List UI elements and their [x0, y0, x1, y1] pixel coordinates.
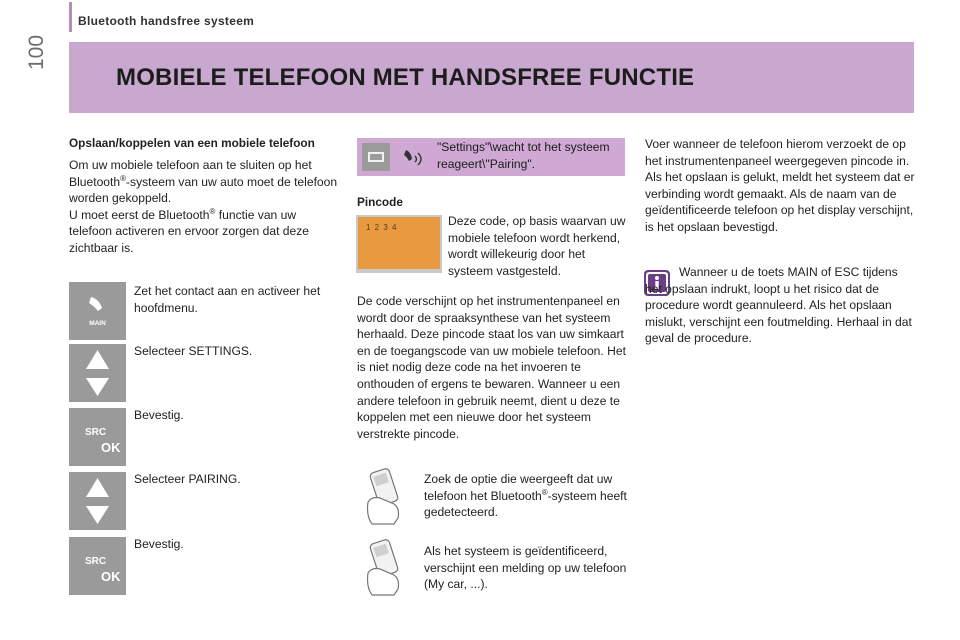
- enter-pincode-text: Voer wanneer de telefoon hierom verzoekt de op het instrumentenpaneel weergegeven pincode in. Als het opslaan is gelukt, meldt het systeem dat er verbinding wordt gemaakt. Als de naam van de geïdentificeerde telefoon op het display verschijnt, is het opslaan bevestigd.: [645, 137, 915, 234]
- src-label: SRC: [85, 427, 107, 438]
- ok-label: OK: [101, 569, 121, 584]
- pin-description: Deze code, op basis waarvan uw mobiele telefoon wordt herkend, wordt willekeurig door het systeem vastgesteld.: [448, 214, 626, 278]
- section-title: Bluetooth handsfree systeem: [78, 14, 255, 28]
- warning-text: Wanneer u de toets MAIN of ESC tijdens het opslaan indrukt, loopt u het risico dat de procedure wordt geannuleerd. Als het opslaan mislukt, verschijnt een foutmelding. Herhaal in dat geval de procedure.: [645, 265, 912, 346]
- src-ok-icon: [69, 408, 126, 466]
- src-ok-key-image: [69, 408, 126, 466]
- step-2-text: Selecteer SETTINGS.: [134, 344, 253, 358]
- arrows-key-image-2: [69, 472, 126, 530]
- step-3-text: Bevestig.: [134, 408, 184, 422]
- pincode-heading: Pincode: [357, 195, 403, 209]
- bluetooth-phone-icon: [400, 144, 430, 172]
- display-message: "Settings"\wacht tot het systeem reageert\"Pairing".: [437, 140, 610, 171]
- step-1-text: Zet het contact aan en activeer het hoofdmenu.: [134, 284, 321, 315]
- intro-paragraph: Om uw mobiele telefoon aan te sluiten op het Bluetooth®-systeem van uw auto moet de telefoon worden gekoppeld. U moet eerst de Bluetooth® functie van uw telefoon activeren en ervoor zorgen dat deze zichtbaar is.: [69, 158, 338, 255]
- up-down-arrows-icon: [69, 344, 126, 402]
- pin-code-explanation: De code verschijnt op het instrumentenpaneel en wordt door de spraaksynthese van het systeem herhaald. Deze pincode staat los van uw simkaart en de toegangscode van uw mobiele telefoon. Het is niet nodig deze code na het invoeren te onthouden of ergens te bewaren. Wanneer u een andere telefoon in gebruik neemt, dient u deze te koppelen met een nieuwe door het systeem verstrekte pincode.: [357, 294, 626, 441]
- src-ok-key-image-2: [69, 537, 126, 595]
- step-4-text: Selecteer PAIRING.: [134, 472, 241, 486]
- find-option-text: Zoek de optie die weergeeft dat uw telefoon het Bluetooth®-systeem heeft gedetecteerd.: [424, 472, 627, 520]
- hand-phone-icon: [360, 466, 416, 526]
- main-key-image: [69, 282, 126, 340]
- phone-key-icon: [362, 143, 390, 171]
- src-label: SRC: [85, 556, 107, 567]
- page-accent-bar: [69, 2, 72, 32]
- identified-text: Als het systeem is geïdentificeerd, verschijnt een melding op uw telefoon (My car, ...).: [424, 544, 627, 592]
- page-title: MOBIELE TELEFOON MET HANDSFREE FUNCTIE: [116, 64, 695, 91]
- arrows-key-image: [69, 344, 126, 402]
- pin-display-screen: [356, 215, 442, 273]
- main-key-label: MAIN: [89, 320, 106, 327]
- pairing-subheading: Opslaan/koppelen van een mobiele telefoon: [69, 136, 315, 150]
- pin-digits: 1 2 3 4: [366, 223, 398, 232]
- ok-label: OK: [101, 440, 121, 455]
- hand-phone-icon: [360, 537, 416, 597]
- up-down-arrows-icon: [69, 472, 126, 530]
- main-phone-icon: [69, 282, 126, 340]
- step-5-text: Bevestig.: [134, 537, 184, 551]
- page-number: 100: [25, 34, 48, 70]
- src-ok-icon: [69, 537, 126, 595]
